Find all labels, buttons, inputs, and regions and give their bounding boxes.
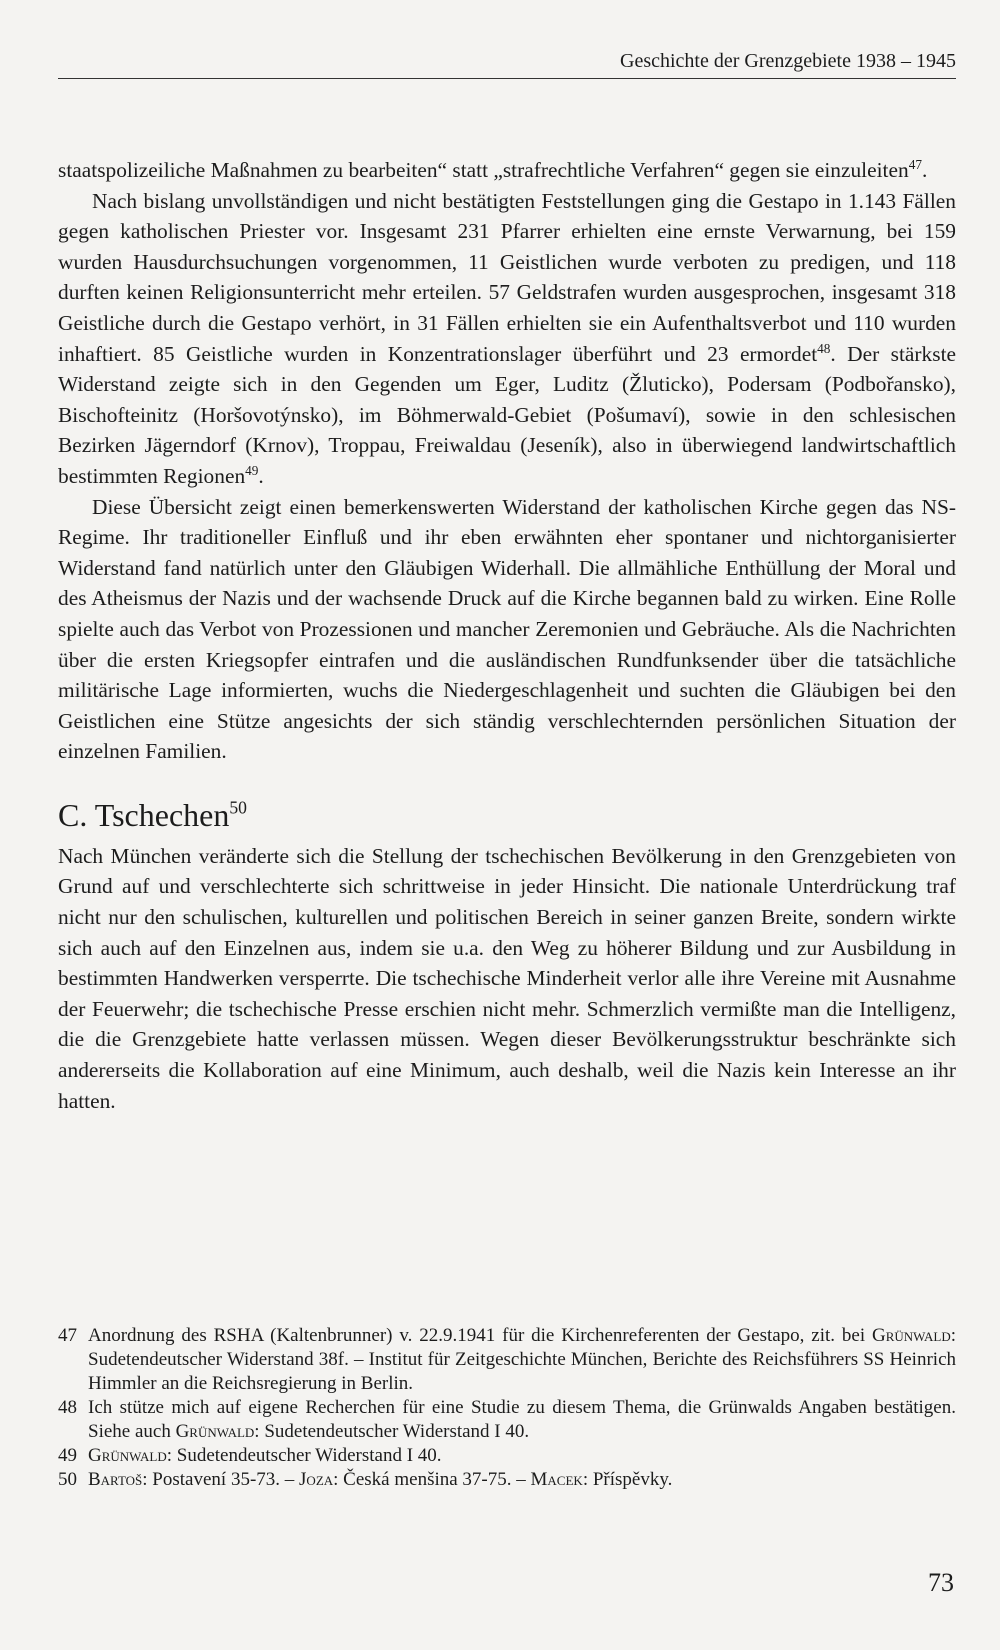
author-name: Bartoš bbox=[88, 1469, 143, 1490]
footnote-48 bbox=[58, 1396, 956, 1444]
running-title: Geschichte der Grenzgebiete 1938 – 1945 bbox=[620, 50, 956, 72]
paragraph-czech-population: Nach München veränderte sich die Stellung der tschechischen Bevölkerung in den Grenzgebieten von Grund auf und verschlechterte sich schrittweise in jeder Hinsicht. Die nationale Unterdrückung traf nicht nur den schulischen, kulturellen und politischen Bereich in seiner ganzen Breite, sondern wirkte sich auch auf den Einzelnen aus, indem sie u.a. den Weg zu höherer Bildung und zur Ausbildung in bestimmten Handwerken versperrte. Die tschechische Minderheit verlor alle ihre Vereine mit Ausnahme der Feuerwehr; die tschechische Presse erschien nicht mehr. Schmerzlich vermißte man die Intelligenz, die die Grenzgebiete hatte verlassen müssen. Wegen dieser Bevölkerungsstruktur beschränkte sich andererseits die Kollaboration auf eine Minimum, auch deshalb, weil die Nazis kein Interesse an ihr hatten. bbox=[58, 843, 956, 1113]
author-name: Grünwald bbox=[175, 1421, 255, 1442]
footnote-ref-50[interactable]: 50 bbox=[229, 797, 247, 818]
footnote-ref-47[interactable]: 47 bbox=[908, 156, 922, 172]
footnote-50 bbox=[58, 1468, 956, 1492]
running-head bbox=[58, 48, 956, 79]
paragraph-church-resistance: Diese Übersicht zeigt einen bemerkenswerten Widerstand der katholischen Kirche gegen das NS-Regime. Ihr traditioneller Einfluß und ihr eben erwähnten eher spontaner und nichtorganisierter Widerstand fand natürlich unter den Gläubigen Widerhall. Die allmähliche Enthüllung der Moral und des Atheismus der Nazis und der wachsende Druck auf die Kirche begannen bald zu wirken. Eine Rolle spielte auch das Verbot von Prozessionen und mancher Zeremonien und Gebräuche. Als die Nachrichten über die ersten Kriegsopfer eintrafen und die ausländischen Rundfunksender über die tatsächliche militärische Lage informierten, wuchs die Niedergeschlagenheit und suchten die Gläubigen bei den Geistlichen eine Stütze angesichts der sich ständig verschlechternden persönlichen Situation der einzelnen Familien. bbox=[58, 494, 956, 764]
section-heading: C. Tschechen$^{50}$ bbox=[58, 796, 247, 833]
main-text bbox=[58, 155, 956, 1116]
footnote-ref-49[interactable]: 49 bbox=[245, 462, 259, 478]
footnote-49 bbox=[58, 1444, 956, 1468]
footnote-ref-48[interactable]: 48 bbox=[817, 340, 831, 356]
paragraph-continued: staatspolizeiliche Maßnahmen zu bearbeiten“ statt „strafrechtliche Verfahren“ gegen sie einzuleiten$^{47}$. bbox=[58, 156, 928, 182]
author-name: Joza bbox=[299, 1469, 334, 1490]
footnote-text: Ich stütze mich auf eigene Recherchen für eine Studie zu diesem Thema, die Grünwalds Angaben bestätigen. Siehe auch Grünwald: Sudetendeutscher Widerstand I 40. bbox=[88, 1397, 956, 1442]
footnotes bbox=[58, 1324, 956, 1492]
footnote-number: 50 bbox=[58, 1469, 77, 1490]
footnote-47 bbox=[58, 1324, 956, 1396]
footnote-number: 48 bbox=[58, 1397, 77, 1418]
footnote-text: Anordnung des RSHA (Kaltenbrunner) v. 22.9.1941 für die Kirchenreferenten der Gestapo, zit. bei Grünwald: Sudetendeutscher Widerstand 38f. – Institut für Zeitgeschichte München, Berichte des Reichsführers SS Heinrich Himmler an die Reichsregierung in Berlin. bbox=[88, 1325, 956, 1394]
paragraph-gestapo-statistics: Nach bislang unvollständigen und nicht bestätigten Feststellungen ging die Gestapo in 1.143 Fällen gegen katholischen Priester vor. Insgesamt 231 Pfarrer erhielten eine ernste Verwarnung, bei 159 wurden Hausdurchsuchungen vorgenommen, 11 Geistlichen wurde verboten zu predigen, und 118 durften keinen Religionsunterricht mehr erteilen. 57 Geldstrafen wurden ausgesprochen, insgesamt 318 Geistliche durch die Gestapo verhört, in 31 Fällen erhielten sie ein Aufenthaltsverbot und 110 wurden inhaftiert. 85 Geistliche wurden in Konzentrationslager überführt und 23 ermordet$^{48}$. Der stärkste Widerstand zeigte sich in den Gegenden um Eger, Luditz (Žluticko), Podersam (Podbořansko), Bischofteinitz (Horšovotýnsko), im Böhmerwald-Gebiet (Pošumaví), sowie in den schlesischen Bezirken Jägerndorf (Krnov), Troppau, Freiwaldau (Jeseník), also in überwiegend landwirtschaftlich bestimmten Regionen$^{49}$. bbox=[58, 188, 957, 488]
footnote-number: 47 bbox=[58, 1325, 77, 1346]
footnote-text: Bartoš: Postavení 35-73. – Joza: Česká menšina 37-75. – Macek: Příspěvky. bbox=[88, 1469, 673, 1490]
author-name: Grünwald bbox=[88, 1445, 167, 1466]
footnote-number: 49 bbox=[58, 1445, 77, 1466]
footnote-text: Grünwald: Sudetendeutscher Widerstand I 40. bbox=[88, 1445, 442, 1466]
page-number: 73 bbox=[928, 1568, 954, 1597]
author-name: Grünwald bbox=[872, 1325, 951, 1346]
author-name: Macek bbox=[530, 1469, 583, 1490]
